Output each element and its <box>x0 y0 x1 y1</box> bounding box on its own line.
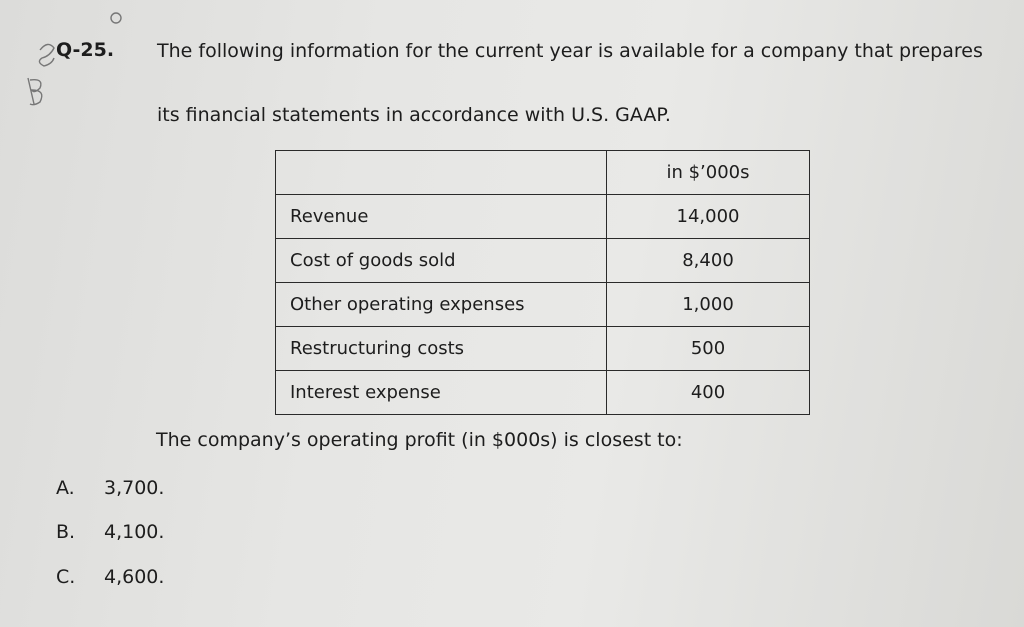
row-value: 8,400 <box>607 239 810 283</box>
table-header-empty-cell <box>276 151 607 195</box>
row-label: Restructuring costs <box>276 327 607 371</box>
answer-option-b <box>56 521 164 543</box>
table-row <box>276 195 810 239</box>
row-value: 400 <box>607 371 810 415</box>
row-label: Cost of goods sold <box>276 239 607 283</box>
row-label: Interest expense <box>276 371 607 415</box>
option-text: 3,700. <box>104 477 165 499</box>
question-stem-line-2: its financial statements in accordance with U.S. GAAP. <box>157 104 671 126</box>
option-letter: A. <box>56 477 75 499</box>
table-header-row <box>276 151 810 195</box>
row-value: 14,000 <box>607 195 810 239</box>
question-number: Q-25. <box>56 39 115 61</box>
row-value: 500 <box>607 327 810 371</box>
row-label: Revenue <box>276 195 607 239</box>
table-row <box>276 327 810 371</box>
financial-data-table <box>275 150 810 415</box>
option-text: 4,100. <box>104 521 165 543</box>
option-text: 4,600. <box>104 566 165 588</box>
question-stem-line-1: The following information for the current year is available for a company that prepares <box>157 40 983 62</box>
answer-option-a <box>56 477 164 499</box>
row-value: 1,000 <box>607 283 810 327</box>
answer-option-c <box>56 566 164 588</box>
table-row <box>276 239 810 283</box>
option-letter: B. <box>56 521 76 543</box>
option-letter: C. <box>56 566 76 588</box>
table-header-unit: in $’000s <box>607 151 810 195</box>
table-row <box>276 283 810 327</box>
question-prompt: The company’s operating profit (in $000s) is closest to: <box>156 429 683 451</box>
table-row <box>276 371 810 415</box>
row-label: Other operating expenses <box>276 283 607 327</box>
